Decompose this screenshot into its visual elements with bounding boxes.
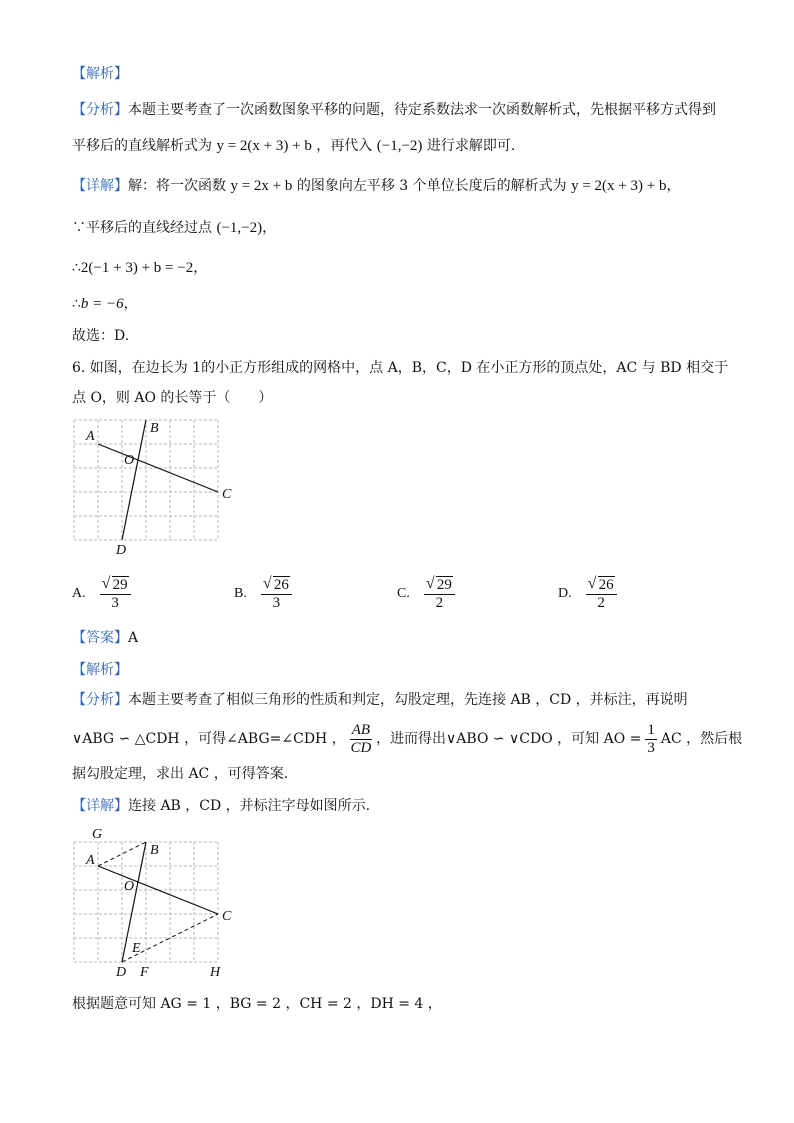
- grid: [74, 842, 218, 962]
- label-d: D: [116, 543, 127, 558]
- label-a: A: [86, 429, 95, 444]
- fenxi-tag: 【分析】: [72, 102, 128, 118]
- label-b: B: [150, 843, 159, 858]
- point: (−1,−2): [376, 138, 423, 154]
- fraction-numerator: AB: [351, 721, 371, 738]
- xj-text-b: 的图象向左平移 3 个单位长度后的解析式为: [296, 178, 567, 194]
- label-e: E: [132, 941, 141, 956]
- xj-text-a: 解：将一次函数: [128, 178, 226, 194]
- xiangjie-line-1: [72, 176, 680, 196]
- jiexi-tag: 【解析】: [72, 66, 128, 82]
- xiangjie-tag: 【详解】: [72, 178, 128, 194]
- choice-b: [234, 572, 296, 616]
- label-b: B: [150, 421, 159, 436]
- because-line: [72, 218, 276, 238]
- fenxi-text-3: 据勾股定理，求出 AC ，可得答案.: [72, 766, 289, 782]
- daan-line: [72, 628, 138, 648]
- fenxi-line-2: [72, 136, 515, 156]
- choice-label: D.: [558, 586, 572, 601]
- radicand: 26: [273, 577, 289, 593]
- therefore-symbol: ∴: [72, 296, 81, 312]
- choice-fraction: √ 26 2: [586, 576, 617, 612]
- therefore-end: ，: [123, 296, 138, 312]
- choice-a: [72, 572, 135, 616]
- label-h: H: [210, 965, 221, 980]
- xj-text-c: ，: [666, 178, 681, 194]
- fraction-denominator: CD: [350, 739, 372, 756]
- choice-d: [558, 572, 621, 616]
- because-end: ，: [262, 220, 277, 236]
- label-c: C: [222, 487, 232, 502]
- choice-fraction: √ 26 3: [261, 576, 292, 612]
- point: (−1,−2): [216, 220, 263, 236]
- fraction-denominator: 3: [647, 739, 655, 756]
- choice-label: A.: [72, 586, 86, 601]
- therefore-end: ，: [193, 260, 208, 276]
- fenxi-text-2a: ∨ABG ∽ △CDH ，可得∠ABG=∠CDH ，: [72, 731, 346, 747]
- q6-line-2: [72, 388, 272, 408]
- daan-tag: 【答案】: [72, 630, 128, 646]
- xiangjie-tag: 【详解】: [72, 798, 128, 814]
- label-g: G: [92, 827, 103, 842]
- fraction-numerator: 1: [647, 721, 655, 738]
- fraction-one-third: [645, 722, 657, 757]
- label-o: O: [124, 879, 135, 894]
- choice-label: C.: [397, 586, 410, 601]
- q6-text-1: 6. 如图，在边长为 1的小正方形组成的网格中，点 A，B，C，D 在小正方形的顶点处，AC 与 BD 相交于: [72, 360, 729, 376]
- last-line: [72, 994, 442, 1014]
- label-a: A: [86, 853, 95, 868]
- q6-fenxi-line-3: [72, 764, 288, 784]
- radicand: 29: [112, 577, 128, 593]
- choice-fraction: √ 29 3: [100, 576, 131, 612]
- equation: 2(−1 + 3) + b = −2: [80, 260, 194, 276]
- denominator: 2: [597, 595, 605, 611]
- fenxi-text-2c: AC ，然后根: [660, 731, 743, 747]
- equation: y = 2(x + 3) + b: [216, 138, 312, 154]
- given-values-text: 根据题意可知 AG = 1 ，BG = 2 ，CH = 2 ，DH = 4 ，: [72, 996, 442, 1012]
- fenxi-text-2a: 平移后的直线解析式为: [72, 138, 212, 154]
- denominator: 3: [111, 595, 119, 611]
- grid-figure-1: [60, 412, 240, 562]
- equation: y = 2x + b: [230, 178, 293, 194]
- therefore-line-1: [72, 258, 207, 278]
- therefore-symbol: ∴: [72, 260, 81, 276]
- jiexi-heading: [72, 64, 128, 84]
- label-d: D: [116, 965, 127, 980]
- jiexi-tag: 【解析】: [72, 662, 128, 678]
- fenxi-text: 本题主要考查了一次函数图象平移的问题，待定系数法求一次函数解析式，先根据平移方式得到: [128, 102, 716, 118]
- choice-c: [397, 572, 459, 616]
- grid-figure-2: [60, 824, 250, 984]
- fraction-ab-cd: [350, 722, 372, 757]
- therefore-line-2: [72, 294, 138, 314]
- fenxi-text-2c: 进行求解即可.: [426, 138, 516, 154]
- radicand: 29: [436, 577, 452, 593]
- segment-bd: [122, 420, 146, 540]
- grid: [74, 420, 218, 540]
- choice-fraction: √ 29 2: [424, 576, 455, 612]
- q6-text-2: 点 O，则 AO 的长等于（ ）: [72, 390, 273, 406]
- answer-line: [72, 326, 129, 346]
- equation: b = −6: [80, 296, 124, 312]
- xiangjie-text: 连接 AB ，CD ，并标注字母如图所示.: [128, 798, 371, 814]
- fenxi-text-2b: ，进而得出∨ABO ∽ ∨CDO ，可知 AO =: [376, 731, 642, 747]
- q6-fenxi-line-1: [72, 690, 688, 710]
- fenxi-line-1: [72, 100, 716, 120]
- q6-line-1: [72, 358, 728, 378]
- equation: y = 2(x + 3) + b: [571, 178, 667, 194]
- denominator: 2: [435, 595, 444, 611]
- label-c: C: [222, 909, 232, 924]
- label-o: O: [124, 453, 135, 468]
- answer-text: 故选：D.: [72, 328, 130, 344]
- daan-value: A: [128, 630, 139, 646]
- label-f: F: [140, 965, 149, 980]
- q6-jiexi-heading: [72, 660, 128, 680]
- denominator: 3: [272, 595, 281, 611]
- q6-xiangjie-line: [72, 796, 370, 816]
- radicand: 26: [598, 577, 614, 593]
- fenxi-text: 本题主要考查了相似三角形的性质和判定，勾股定理，先连接 AB ，CD ，并标注，再说明: [128, 692, 688, 708]
- choice-label: B.: [234, 586, 247, 601]
- because-text: ∵平移后的直线经过点: [72, 220, 212, 236]
- q6-fenxi-line-2: [72, 722, 742, 756]
- fenxi-tag: 【分析】: [72, 692, 128, 708]
- fenxi-text-2b: ，再代入: [316, 138, 373, 154]
